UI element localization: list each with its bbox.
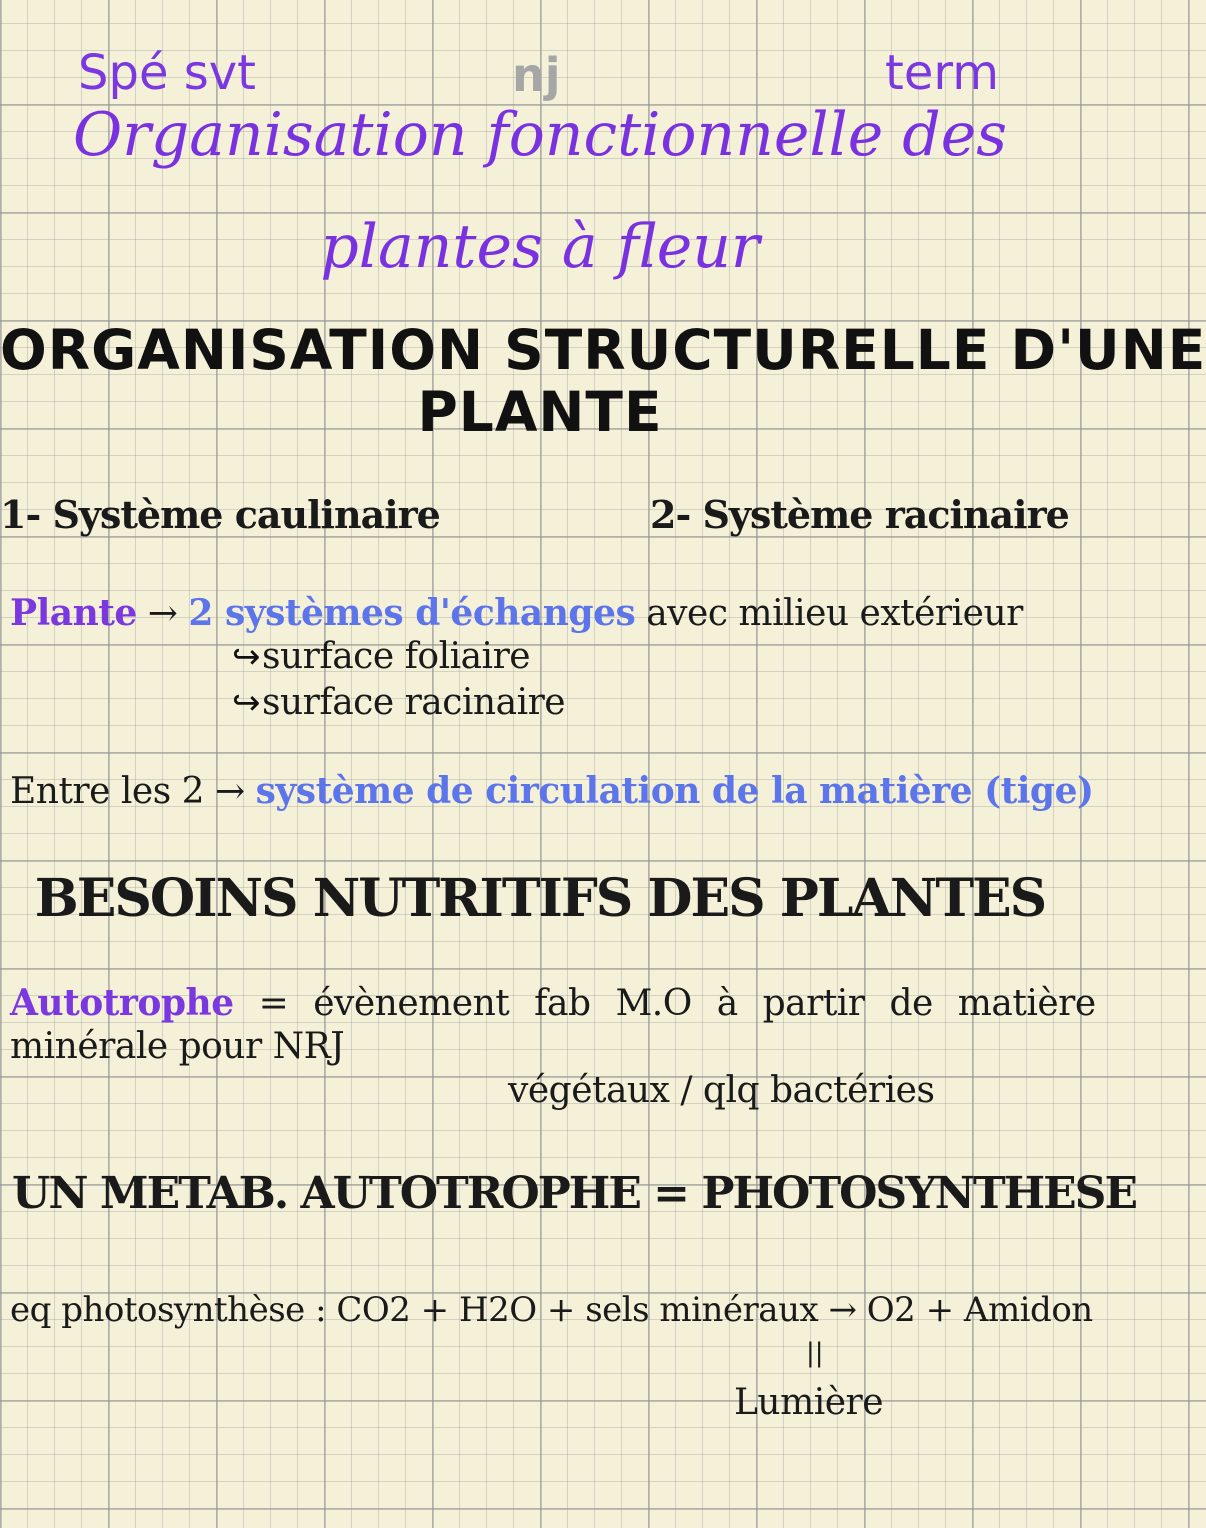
arrow-icon: →: [828, 1290, 857, 1330]
exchange-systems-text: 2 systèmes d'échanges: [188, 592, 636, 634]
entre-text: Entre les 2: [10, 771, 205, 812]
circulation-system-text: système de circulation de la matière (tige): [255, 770, 1094, 812]
autotrophe-label: Autotrophe: [10, 982, 234, 1024]
autotrophe-definition: évènement fab M.O à partir de matière: [313, 983, 1096, 1024]
surface-racinaire-text: surface racinaire: [262, 682, 566, 723]
autotrophe-line2: minérale pour NRJ: [10, 1026, 345, 1067]
section2-heading: BESOINS NUTRITIFS DES PLANTES: [34, 868, 1046, 929]
photosynthesis-equation: [10, 1290, 1093, 1330]
autotrophe-line1: [10, 982, 1096, 1024]
hook-arrow-icon: ↪: [232, 637, 260, 677]
page-title-line1: Organisation fonctionnelle des: [72, 100, 1008, 170]
equals-sign: =: [258, 983, 289, 1024]
subheading-racinaire: 2- Système racinaire: [650, 492, 1069, 537]
subheading-caulinaire: 1- Système caulinaire: [0, 492, 440, 537]
double-bar-mark: ||: [806, 1338, 824, 1368]
page-title-line2: plantes à fleur: [320, 212, 760, 282]
arrow-icon: →: [214, 771, 245, 812]
light-condition: Lumière: [734, 1382, 884, 1423]
arrow-icon: →: [147, 593, 178, 634]
section1-heading-line2: PLANTE: [417, 380, 663, 444]
section1-heading-line1: ORGANISATION STRUCTURELLE D'UNE: [0, 318, 1206, 382]
equation-reactants: eq photosynthèse : CO2 + H2O + sels minéraux: [10, 1290, 819, 1330]
subject-label: Spé svt: [78, 45, 256, 101]
plante-line: [10, 592, 1023, 634]
metab-heading: UN METAB. AUTOTROPHE = PHOTOSYNTHESE: [12, 1168, 1136, 1219]
circulation-line: [10, 770, 1094, 812]
plante-rest-text: avec milieu extérieur: [646, 593, 1023, 634]
plante-label: Plante: [10, 592, 137, 634]
author-initials: nj: [512, 48, 561, 102]
surface-foliaire-text: surface foliaire: [262, 636, 531, 677]
equation-products: O2 + Amidon: [866, 1290, 1093, 1330]
level-label: term: [885, 45, 999, 101]
list-item: [232, 636, 530, 677]
list-item: [232, 682, 565, 723]
hook-arrow-icon: ↪: [232, 683, 260, 723]
autotrophe-examples: végétaux / qlq bactéries: [508, 1070, 935, 1111]
